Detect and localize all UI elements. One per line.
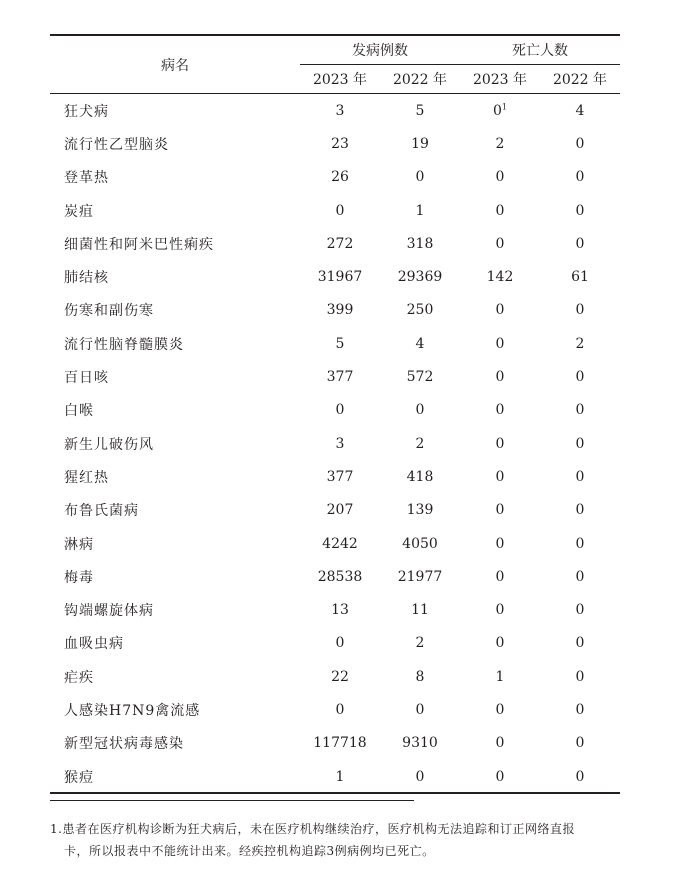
table-row: [50, 161, 620, 194]
table-row: [50, 660, 620, 693]
cases-2023-cell-value: 0: [335, 202, 345, 219]
deaths-2023-cell-value: 0: [495, 768, 505, 785]
deaths-2022-cell-value: 0: [575, 602, 585, 619]
deaths-2023-cell-value: 0: [495, 502, 505, 519]
deaths-2022-cell-value: 61: [571, 269, 589, 286]
deaths-2022-cell-value: 0: [575, 169, 585, 186]
deaths-2022-cell-value: 0: [575, 302, 585, 319]
deaths-2023-header: 2023 年: [472, 72, 528, 88]
disease-name-cell: [50, 327, 300, 360]
disease-name-cell: [50, 627, 300, 660]
cases-2022-cell: [380, 360, 460, 393]
cases-2022-cell-value: 0: [415, 768, 425, 785]
cases-2022-cell: [380, 427, 460, 460]
disease-name-cell: [50, 427, 300, 460]
table-row: [50, 460, 620, 493]
deaths-2022-cell: [540, 260, 620, 293]
cases-2022-cell: [380, 394, 460, 427]
cases-2022-cell-value: 19: [411, 135, 429, 152]
deaths-2022-cell-value: 0: [575, 535, 585, 552]
deaths-2022-cell: [540, 494, 620, 527]
deaths-2023-cell-value: 0: [495, 202, 505, 219]
disease-name-cell-value: 淋病: [64, 536, 94, 553]
deaths-2022-cell: [540, 294, 620, 327]
deaths-2023-cell: [460, 327, 540, 360]
disease-name-cell: [50, 161, 300, 194]
cases-2023-cell-value: 13: [331, 602, 349, 619]
cases-2022-cell: [380, 460, 460, 493]
deaths-2023-cell-value: 0: [495, 635, 505, 652]
cases-2022-cell: [380, 227, 460, 260]
disease-name-cell-value: 流行性乙型脑炎: [64, 136, 169, 153]
cases-2022-cell: [380, 194, 460, 227]
deaths-2023-cell-value: 0: [492, 102, 502, 119]
deaths-2023-cell: [460, 494, 540, 527]
disease-name-cell: [50, 360, 300, 393]
table-row: [50, 593, 620, 626]
cases-2023-cell: [300, 260, 380, 293]
cases-2023-cell: [300, 194, 380, 227]
disease-name-header: 病名: [161, 58, 189, 74]
cases-2023-cell-value: 377: [326, 369, 354, 386]
deaths-2022-cell: [540, 127, 620, 160]
deaths-2022-cell: [540, 227, 620, 260]
cases-2022-cell-value: 0: [415, 701, 425, 718]
cases-2023-cell-value: 23: [331, 135, 349, 152]
cases-2023-cell-value: 1: [335, 768, 345, 785]
cases-2023-cell: [300, 760, 380, 793]
deaths-2023-cell: [460, 94, 540, 127]
cases-2022-cell-value: 5: [415, 102, 425, 119]
deaths-2023-cell-value: 1: [495, 668, 505, 685]
deaths-2022-cell: [540, 760, 620, 793]
deaths-2023-cell-value: 0: [495, 169, 505, 186]
table-row: [50, 194, 620, 227]
footnote-rule: [50, 800, 414, 801]
table-body: [50, 94, 620, 793]
disease-name-cell-value: 钩端螺旋体病: [64, 603, 154, 620]
header-row-top: [50, 36, 620, 64]
cases-2023-cell-value: 5: [335, 335, 345, 352]
cases-2022-cell: [380, 161, 460, 194]
cases-2023-cell-value: 377: [326, 468, 354, 485]
disease-name-cell-value: 梅毒: [64, 569, 94, 586]
cases-2022-cell-value: 2: [415, 435, 425, 452]
deaths-2023-cell: [460, 760, 540, 793]
cases-2022-header: 2022 年: [392, 72, 448, 88]
cases-2022-cell: [380, 527, 460, 560]
deaths-2023-cell-value: 0: [495, 535, 505, 552]
cases-2023-cell-value: 3: [335, 102, 345, 119]
deaths-2022-cell: [540, 693, 620, 726]
deaths-2023-cell: [460, 460, 540, 493]
disease-name-cell: [50, 693, 300, 726]
cases-2023-cell-value: 4242: [322, 535, 358, 552]
deaths-2023-cell-value: 0: [495, 402, 505, 419]
cases-2023-cell-value: 207: [326, 502, 354, 519]
disease-name-cell-value: 炭疽: [64, 203, 94, 220]
deaths-2022-cell-value: 0: [575, 568, 585, 585]
deaths-2023-cell-value: 0: [495, 568, 505, 585]
cases-2023-cell: [300, 227, 380, 260]
cases-2022-cell-value: 2: [415, 635, 425, 652]
deaths-2023-cell: [460, 560, 540, 593]
cases-2023-cell: [300, 593, 380, 626]
disease-name-cell: [50, 460, 300, 493]
cases-2022-cell: [380, 627, 460, 660]
deaths-2022-cell-value: 0: [575, 668, 585, 685]
cases-2023-cell: [300, 527, 380, 560]
deaths-2022-cell: [540, 360, 620, 393]
cases-2023-cell: [300, 427, 380, 460]
deaths-2022-header: 2022 年: [552, 72, 608, 88]
cases-2023-cell-value: 272: [326, 235, 354, 252]
deaths-2023-cell: [460, 227, 540, 260]
disease-name-cell-value: 疟疾: [64, 669, 94, 686]
disease-name-cell: [50, 260, 300, 293]
cases-2022-cell-value: 0: [415, 169, 425, 186]
deaths-2022-cell: [540, 527, 620, 560]
deaths-2022-cell: [540, 394, 620, 427]
cases-2023-cell: [300, 627, 380, 660]
cases-2023-cell-value: 28538: [317, 568, 363, 585]
table-row: [50, 727, 620, 760]
disease-name-cell-value: 细菌性和阿米巴性痢疾: [64, 236, 214, 253]
deaths-2023-cell-value: 2: [495, 135, 505, 152]
deaths-2022-cell-value: 0: [575, 635, 585, 652]
table-row: [50, 427, 620, 460]
cases-2022-cell: [380, 760, 460, 793]
footnote-marker: 1: [501, 101, 507, 111]
disease-name-cell: [50, 94, 300, 127]
deaths-2022-cell-value: 0: [575, 701, 585, 718]
table-row: [50, 494, 620, 527]
disease-name-cell: [50, 394, 300, 427]
table-row: [50, 527, 620, 560]
disease-name-cell: [50, 227, 300, 260]
deaths-2023-cell: [460, 360, 540, 393]
table-row: [50, 693, 620, 726]
deaths-2023-cell: [460, 727, 540, 760]
disease-name-cell: [50, 560, 300, 593]
cases-2022-cell: [380, 660, 460, 693]
table-row: [50, 294, 620, 327]
deaths-2022-cell: [540, 727, 620, 760]
cases-2023-cell: [300, 161, 380, 194]
deaths-2023-cell: [460, 693, 540, 726]
cases-2023-cell-value: 0: [335, 701, 345, 718]
table-row: [50, 360, 620, 393]
cases-2023-cell: [300, 94, 380, 127]
cases-2022-cell: [380, 327, 460, 360]
cases-2022-cell: [380, 127, 460, 160]
cases-2022-cell: [380, 260, 460, 293]
disease-name-cell: [50, 760, 300, 793]
deaths-2023-cell: [460, 127, 540, 160]
deaths-2023-cell-value: 0: [495, 369, 505, 386]
disease-name-cell: [50, 194, 300, 227]
disease-name-cell: [50, 127, 300, 160]
deaths-2023-cell: [460, 394, 540, 427]
deaths-2023-cell: [460, 660, 540, 693]
cases-2022-cell: [380, 94, 460, 127]
cases-2022-cell-value: 29369: [397, 269, 443, 286]
cases-2023-cell: [300, 693, 380, 726]
deaths-2022-cell-value: 0: [575, 735, 585, 752]
disease-table: [50, 36, 620, 793]
footnote-line-2: 卡，所以报表中不能统计出来。经疾控机构追踪3例病例均已死亡。: [64, 844, 435, 858]
cases-2023-cell: [300, 327, 380, 360]
deaths-2023-cell: [460, 161, 540, 194]
cases-2022-cell-value: 1: [415, 202, 425, 219]
disease-name-cell-value: 狂犬病: [64, 103, 109, 120]
deaths-2023-cell-value: 0: [495, 335, 505, 352]
deaths-2023-cell-value: 0: [495, 735, 505, 752]
footnote: [50, 818, 620, 862]
deaths-2022-cell: [540, 94, 620, 127]
cases-2023-cell-value: 26: [331, 169, 349, 186]
disease-name-cell-value: 新生儿破伤风: [64, 436, 154, 453]
cases-2022-cell: [380, 693, 460, 726]
table-row: [50, 260, 620, 293]
disease-name-cell-value: 白喉: [64, 403, 94, 420]
deaths-2023-cell-value: 0: [495, 235, 505, 252]
cases-2022-cell-value: 318: [406, 235, 434, 252]
footnote-line-1: 1.患者在医疗机构诊断为狂犬病后，未在医疗机构继续治疗，医疗机构无法追踪和订正网络直报: [50, 822, 575, 836]
deaths-2023-cell: [460, 260, 540, 293]
deaths-2022-cell-value: 2: [575, 335, 585, 352]
deaths-2023-cell: [460, 427, 540, 460]
deaths-2022-cell-value: 0: [575, 468, 585, 485]
cases-2023-cell-value: 0: [335, 402, 345, 419]
deaths-2022-cell: [540, 627, 620, 660]
cases-2022-cell-value: 11: [411, 602, 429, 619]
cases-2023-cell-value: 117718: [313, 735, 367, 752]
disease-name-cell-value: 人感染H7N9禽流感: [64, 702, 201, 719]
disease-name-cell: [50, 727, 300, 760]
disease-name-cell: [50, 660, 300, 693]
table-row: [50, 227, 620, 260]
deaths-2022-cell: [540, 427, 620, 460]
cases-2022-cell-value: 21977: [397, 568, 443, 585]
deaths-2022-cell-value: 0: [575, 435, 585, 452]
deaths-2022-cell-value: 0: [575, 369, 585, 386]
table-row: [50, 327, 620, 360]
deaths-2022-cell: [540, 460, 620, 493]
cases-2022-cell-value: 4: [415, 335, 425, 352]
deaths-2022-cell: [540, 593, 620, 626]
cases-2022-cell-value: 250: [406, 302, 434, 319]
cases-2023-cell: [300, 727, 380, 760]
cases-2022-cell-value: 4050: [402, 535, 438, 552]
cases-2023-cell-value: 399: [326, 302, 354, 319]
cases-2023-header: 2023 年: [312, 72, 368, 88]
disease-name-cell-value: 猴痘: [64, 769, 94, 786]
deaths-2023-cell-value: 0: [495, 468, 505, 485]
deaths-2022-cell: [540, 194, 620, 227]
deaths-2023-cell-value: 0: [495, 602, 505, 619]
cases-2022-cell: [380, 494, 460, 527]
cases-2023-cell: [300, 460, 380, 493]
cases-2022-cell-value: 9310: [402, 735, 438, 752]
cases-2023-cell: [300, 494, 380, 527]
disease-name-cell-value: 布鲁氏菌病: [64, 503, 139, 520]
deaths-2022-cell-value: 0: [575, 402, 585, 419]
cases-2023-cell: [300, 360, 380, 393]
table-row: [50, 94, 620, 127]
disease-name-cell-value: 猩红热: [64, 469, 109, 486]
cases-2023-cell: [300, 660, 380, 693]
deaths-2022-cell-value: 0: [575, 135, 585, 152]
cases-2023-cell-value: 3: [335, 435, 345, 452]
deaths-2023-cell: [460, 593, 540, 626]
cases-2023-cell: [300, 127, 380, 160]
deaths-2022-cell-value: 0: [575, 202, 585, 219]
disease-name-cell: [50, 527, 300, 560]
cases-2022-cell-value: 572: [406, 369, 434, 386]
cases-2022-cell-value: 8: [415, 668, 425, 685]
deaths-2022-cell-value: 0: [575, 235, 585, 252]
disease-name-cell-value: 肺结核: [64, 270, 109, 287]
disease-name-cell-value: 新型冠状病毒感染: [64, 736, 184, 753]
deaths-2023-cell-value: 142: [486, 269, 514, 286]
table-row: [50, 560, 620, 593]
deaths-2023-cell: [460, 194, 540, 227]
table-row: [50, 127, 620, 160]
deaths-2022-cell: [540, 560, 620, 593]
disease-name-cell: [50, 294, 300, 327]
deaths-2022-cell: [540, 660, 620, 693]
deaths-header: 死亡人数: [512, 43, 568, 59]
cases-2023-cell: [300, 394, 380, 427]
disease-name-cell-value: 登革热: [64, 170, 109, 187]
deaths-2023-cell-value: 0: [495, 302, 505, 319]
cases-2023-cell: [300, 560, 380, 593]
deaths-2022-cell-value: 0: [575, 502, 585, 519]
cases-2022-cell-value: 0: [415, 402, 425, 419]
disease-name-cell-value: 伤寒和副伤寒: [64, 303, 154, 320]
disease-name-cell-value: 血吸虫病: [64, 636, 124, 653]
cases-2022-cell: [380, 593, 460, 626]
deaths-2022-cell: [540, 327, 620, 360]
deaths-2023-cell-value: 0: [495, 435, 505, 452]
table-row: [50, 627, 620, 660]
cases-header: 发病例数: [352, 43, 408, 59]
cases-2023-cell-value: 0: [335, 635, 345, 652]
deaths-2023-cell: [460, 627, 540, 660]
table-row: [50, 394, 620, 427]
cases-2023-cell-value: 22: [331, 668, 349, 685]
disease-name-cell: [50, 593, 300, 626]
cases-2022-cell: [380, 727, 460, 760]
deaths-2022-cell: [540, 161, 620, 194]
disease-name-cell-value: 流行性脑脊髓膜炎: [64, 336, 184, 353]
deaths-2023-cell: [460, 527, 540, 560]
deaths-2023-cell: [460, 294, 540, 327]
cases-2023-cell-value: 31967: [317, 269, 363, 286]
disease-name-cell: [50, 494, 300, 527]
cases-2022-cell: [380, 294, 460, 327]
cases-2022-cell-value: 139: [406, 502, 434, 519]
cases-2022-cell: [380, 560, 460, 593]
cases-2022-cell-value: 418: [406, 468, 434, 485]
deaths-2023-cell-value: 0: [495, 701, 505, 718]
deaths-2022-cell-value: 4: [575, 102, 585, 119]
deaths-2022-cell-value: 0: [575, 768, 585, 785]
disease-name-cell-value: 百日咳: [64, 370, 109, 387]
cases-2023-cell: [300, 294, 380, 327]
table-row: [50, 760, 620, 793]
